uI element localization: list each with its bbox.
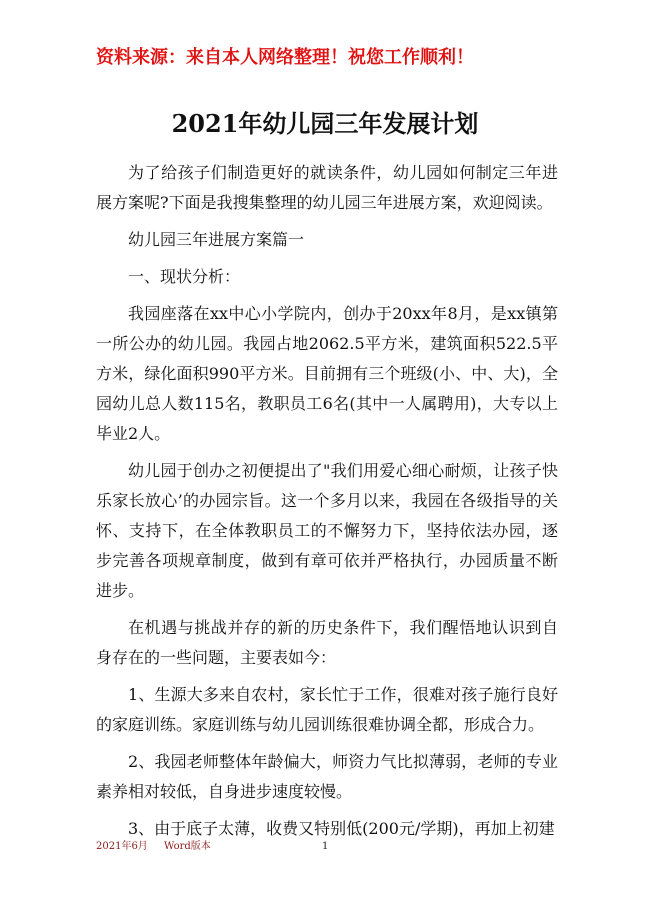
footer-version: Word版本 [164,841,211,852]
page-footer [96,840,556,860]
paragraph-problems-intro: 在机遇与挑战并存的新的历史条件下，我们醒悟地认识到自身存在的一些问题，主要表如今： [96,618,558,667]
paragraph-location: 我园座落在xx中心小学院内，创办于20xx年8月，是xx镇第一所公办的幼儿园。我园占地2062.5平方米，建筑面积522.5平方米，绿化面积990平方米。目前拥有三个班级(小、中、大)，全园幼儿总人数115名，教职员工6名(其中一人属聘用)，大专以上毕业2人。 [96,304,558,443]
section-heading-plan-one: 幼儿园三年进展方案篇一 [128,230,305,249]
section-heading-status-analysis: 一、现状分析： [128,267,241,286]
paragraph-intro: 为了给孩子们制造更好的就读条件，幼儿园如何制定三年进展方案呢?下面是我搜集整理的幼儿园三年进展方案，欢迎阅读。 [96,163,558,212]
list-item-problem-1: 1、生源大多来自农村，家长忙于工作，很难对孩子施行良好的家庭训练。家庭训练与幼儿园训练很难协调全都，形成合力。 [96,685,558,734]
list-item-problem-3: 3、由于底子太薄，收费又特别低(200元/学期)，再加上初建 [128,819,555,838]
paragraph-philosophy: 幼儿园于创办之初便提出了"我们用爱心细心耐烦，让孩子快乐家长放心’的办园宗旨。这一个多月以来，我园在各级指导的关怀、支持下，在全体教职员工的不懈努力下，坚持依法办园，逐步完善各项规章制度，做到有章可依并严格执行，办园质量不断进步。 [96,461,558,600]
document-body [96,158,558,851]
page-number: 1 [322,841,329,852]
footer-date: 2021年6月 [96,841,148,852]
document-title: 2021年幼儿园三年发展计划 [171,109,479,138]
source-note: 资料来源：来自本人网络整理！祝您工作顺利！ [96,47,474,68]
list-item-problem-2: 2、我园老师整体年龄偏大，师资力气比拟薄弱，老师的专业素养相对较低，自身进步速度较慢。 [96,752,558,801]
